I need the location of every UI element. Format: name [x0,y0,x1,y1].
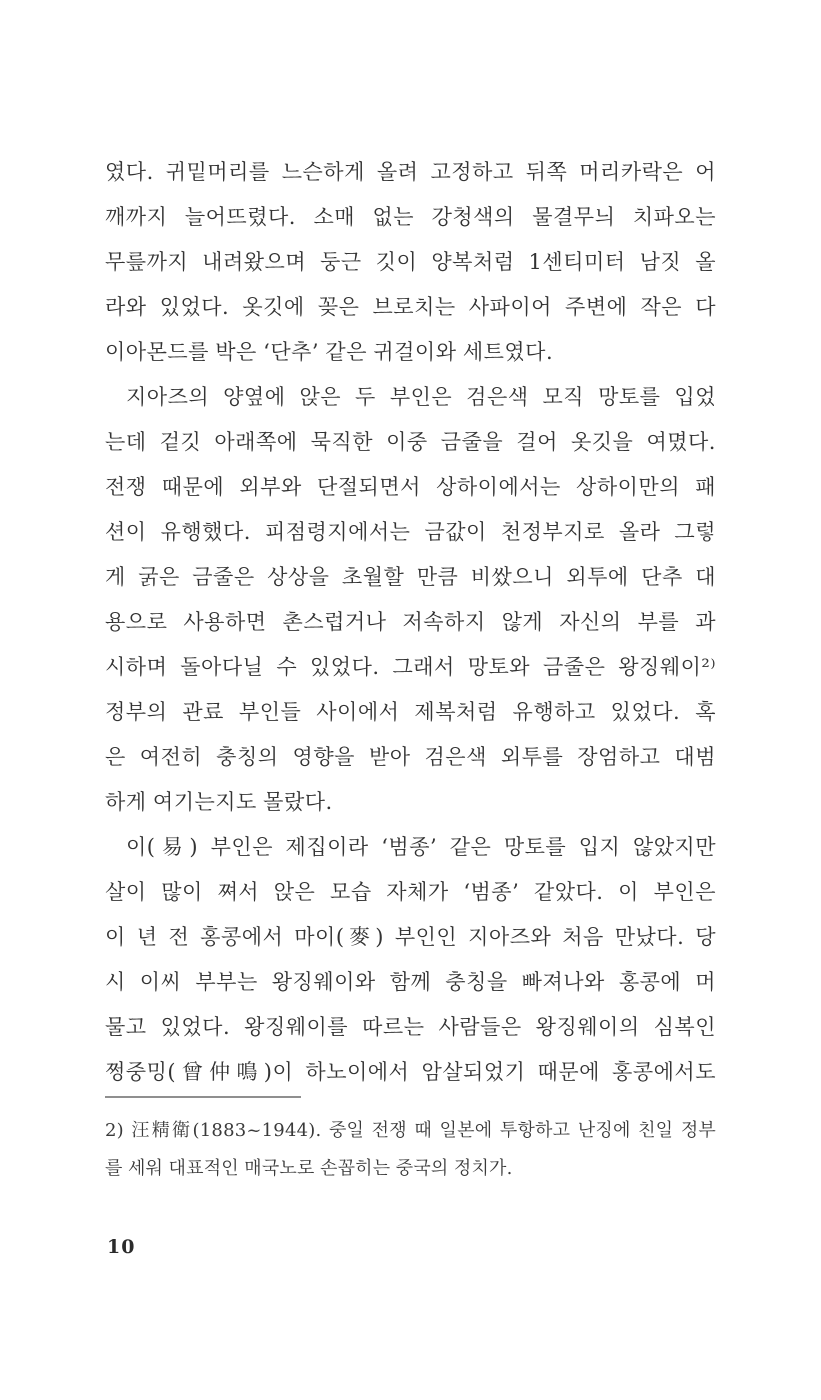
text-line: 정부의 관료 부인들 사이에서 제복처럼 유행하고 있었다. 혹 [105,700,716,724]
footnote [105,1096,716,1188]
paragraph [105,375,716,825]
text-line: 시 이씨 부부는 왕징웨이와 함께 충칭을 빠져나와 홍콩에 머 [105,970,716,994]
body-text [105,150,716,1095]
text-line: 은 여전히 충칭의 영향을 받아 검은색 외투를 장엄하고 대범 [105,745,716,769]
text-line: 션이 유행했다. 피점령지에서는 금값이 천정부지로 올라 그렇 [105,520,716,544]
text-line: 이 년 전 홍콩에서 마이(麥) 부인인 지아즈와 처음 만났다. 당 [105,925,716,949]
text-line: 지아즈의 양옆에 앉은 두 부인은 검은색 모직 망토를 입었 [126,385,716,409]
text-line: 무릎까지 내려왔으며 둥근 깃이 양복처럼 1센티미터 남짓 올 [105,250,716,274]
text-line: 깨까지 늘어뜨렸다. 소매 없는 강청색의 물결무늬 치파오는 [105,205,716,229]
text-line: 이(易) 부인은 제집이라 ‘범종’ 같은 망토를 입지 않았지만 [126,835,716,859]
text-line: 2) 汪精衛(1883~1944). 중일 전쟁 때 일본에 투항하고 난징에 친일 정부 [105,1120,716,1141]
text-line: 라와 있었다. 옷깃에 꽂은 브로치는 사파이어 주변에 작은 다 [105,295,716,319]
text-line: 쩡중밍(曾仲鳴)이 하노이에서 암살되었기 때문에 홍콩에서도 [105,1060,716,1084]
page-number: 10 [107,1236,136,1258]
footnote-text [105,1112,716,1188]
text-line: 이아몬드를 박은 ‘단추’ 같은 귀걸이와 세트였다. [105,340,554,364]
text-line: 살이 많이 쪄서 앉은 모습 자체가 ‘범종’ 같았다. 이 부인은 [105,880,716,904]
text-line: 시하며 돌아다닐 수 있었다. 그래서 망토와 금줄은 왕징웨이²⁾ [105,655,716,679]
paragraph [105,825,716,1095]
text-line: 는데 겉깃 아래쪽에 묵직한 이중 금줄을 걸어 옷깃을 여몄다. [105,430,716,454]
text-line: 하게 여기는지도 몰랐다. [105,790,333,814]
text-line: 전쟁 때문에 외부와 단절되면서 상하이에서는 상하이만의 패 [105,475,716,499]
text-line: 물고 있었다. 왕징웨이를 따르는 사람들은 왕징웨이의 심복인 [105,1015,716,1039]
text-line: 를 세워 대표적인 매국노로 손꼽히는 중국의 정치가. [105,1158,513,1179]
text-line: 게 굵은 금줄은 상상을 초월할 만큼 비쌌으니 외투에 단추 대 [105,565,716,589]
paragraph [105,150,716,375]
text-line: 였다. 귀밑머리를 느슨하게 올려 고정하고 뒤쪽 머리카락은 어 [105,160,716,184]
text-line: 용으로 사용하면 촌스럽거나 저속하지 않게 자신의 부를 과 [105,610,716,634]
footnote-divider [105,1096,301,1098]
